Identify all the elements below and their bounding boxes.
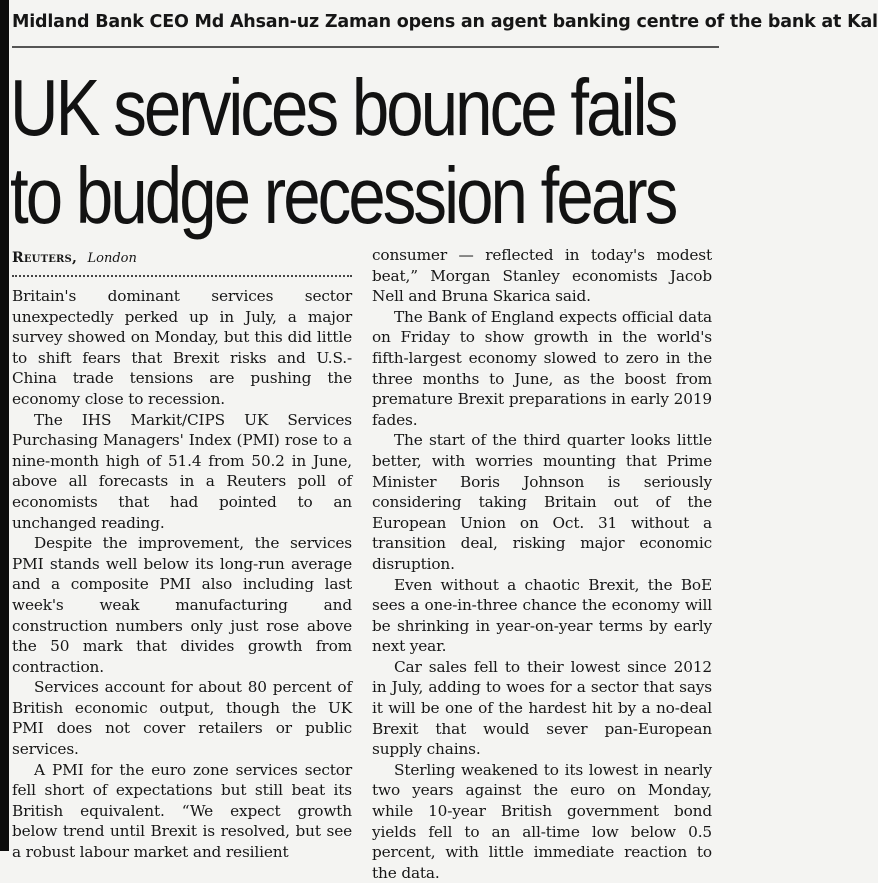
byline-location: London [87,251,137,266]
photo-caption: Midland Bank CEO Md Ahsan-uz Zaman opens an agent banking centre of the bank at Kal [12,12,878,32]
paragraph: Despite the improvement, the services PMI stands well below its long-run average and a composite PMI also including last week's weak manufacturing and construction numbers only just rose above the 50 mark that divides growth from contraction. [12,534,352,676]
paragraph: A PMI for the euro zone services sector fell short of expectations but still beat its British equivalent. “We expect growth below trend until Brexit is resolved, but see a robust labour market and resilient [12,760,352,862]
paragraph: The Bank of England expects official data on Friday to show growth in the world's fifth-largest economy slowed to zero in the three months to June, as the boost from premature Brexit preparations in early 2019 fades. [372,307,712,429]
byline-dotted-divider [12,275,352,277]
paragraph: Even without a chaotic Brexit, the BoE sees a one-in-three chance the economy will be shrinking in year-on-year terms by early next year. [372,575,712,656]
caption-divider [12,46,719,48]
headline [10,63,676,240]
byline [12,249,137,268]
paragraph: The start of the third quarter looks little better, with worries mounting that Prime Minister Boris Johnson is seriously considering taking Britain out of the European Union on Oct. 31 without a transition deal, risking major economic disruption. [372,431,712,573]
page-edge-shadow [0,0,9,851]
paragraph: Car sales fell to their lowest since 2012 in July, adding to woes for a sector that says it will be one of the hardest hit by a no-deal Brexit that would sever pan-European supply chains. [372,657,712,759]
article-column-left [12,286,352,863]
article-column-right [372,245,712,883]
paragraph: Britain's dominant services sector unexpectedly perked up in July, a major survey showed on Monday, but this did little to shift fears that Brexit risks and U.S.-China trade tensions are pushing the economy close to recession. [12,287,352,408]
headline-line-1: UK services bounce fails [10,63,676,152]
paragraph: Sterling weakened to its lowest in nearly two years against the euro on Monday, while 10-year British government bond yields fell to an all-time low below 0.5 percent, with little immediate reaction to the data. [372,760,712,882]
byline-agency: Reuters, [12,250,78,266]
paragraph: consumer — reflected in today's modest beat,” Morgan Stanley economists Jacob Nell and Bruna Skarica said. [372,246,712,306]
paragraph: The IHS Markit/CIPS UK Services Purchasing Managers' Index (PMI) rose to a nine-month high of 51.4 from 50.2 in June, above all forecasts in a Reuters poll of economists that had pointed to an unchanged reading. [12,410,352,532]
paragraph: Services account for about 80 percent of British economic output, though the UK PMI does not cover retailers or public services. [12,678,352,759]
headline-line-2: to budge recession fears [10,151,676,240]
